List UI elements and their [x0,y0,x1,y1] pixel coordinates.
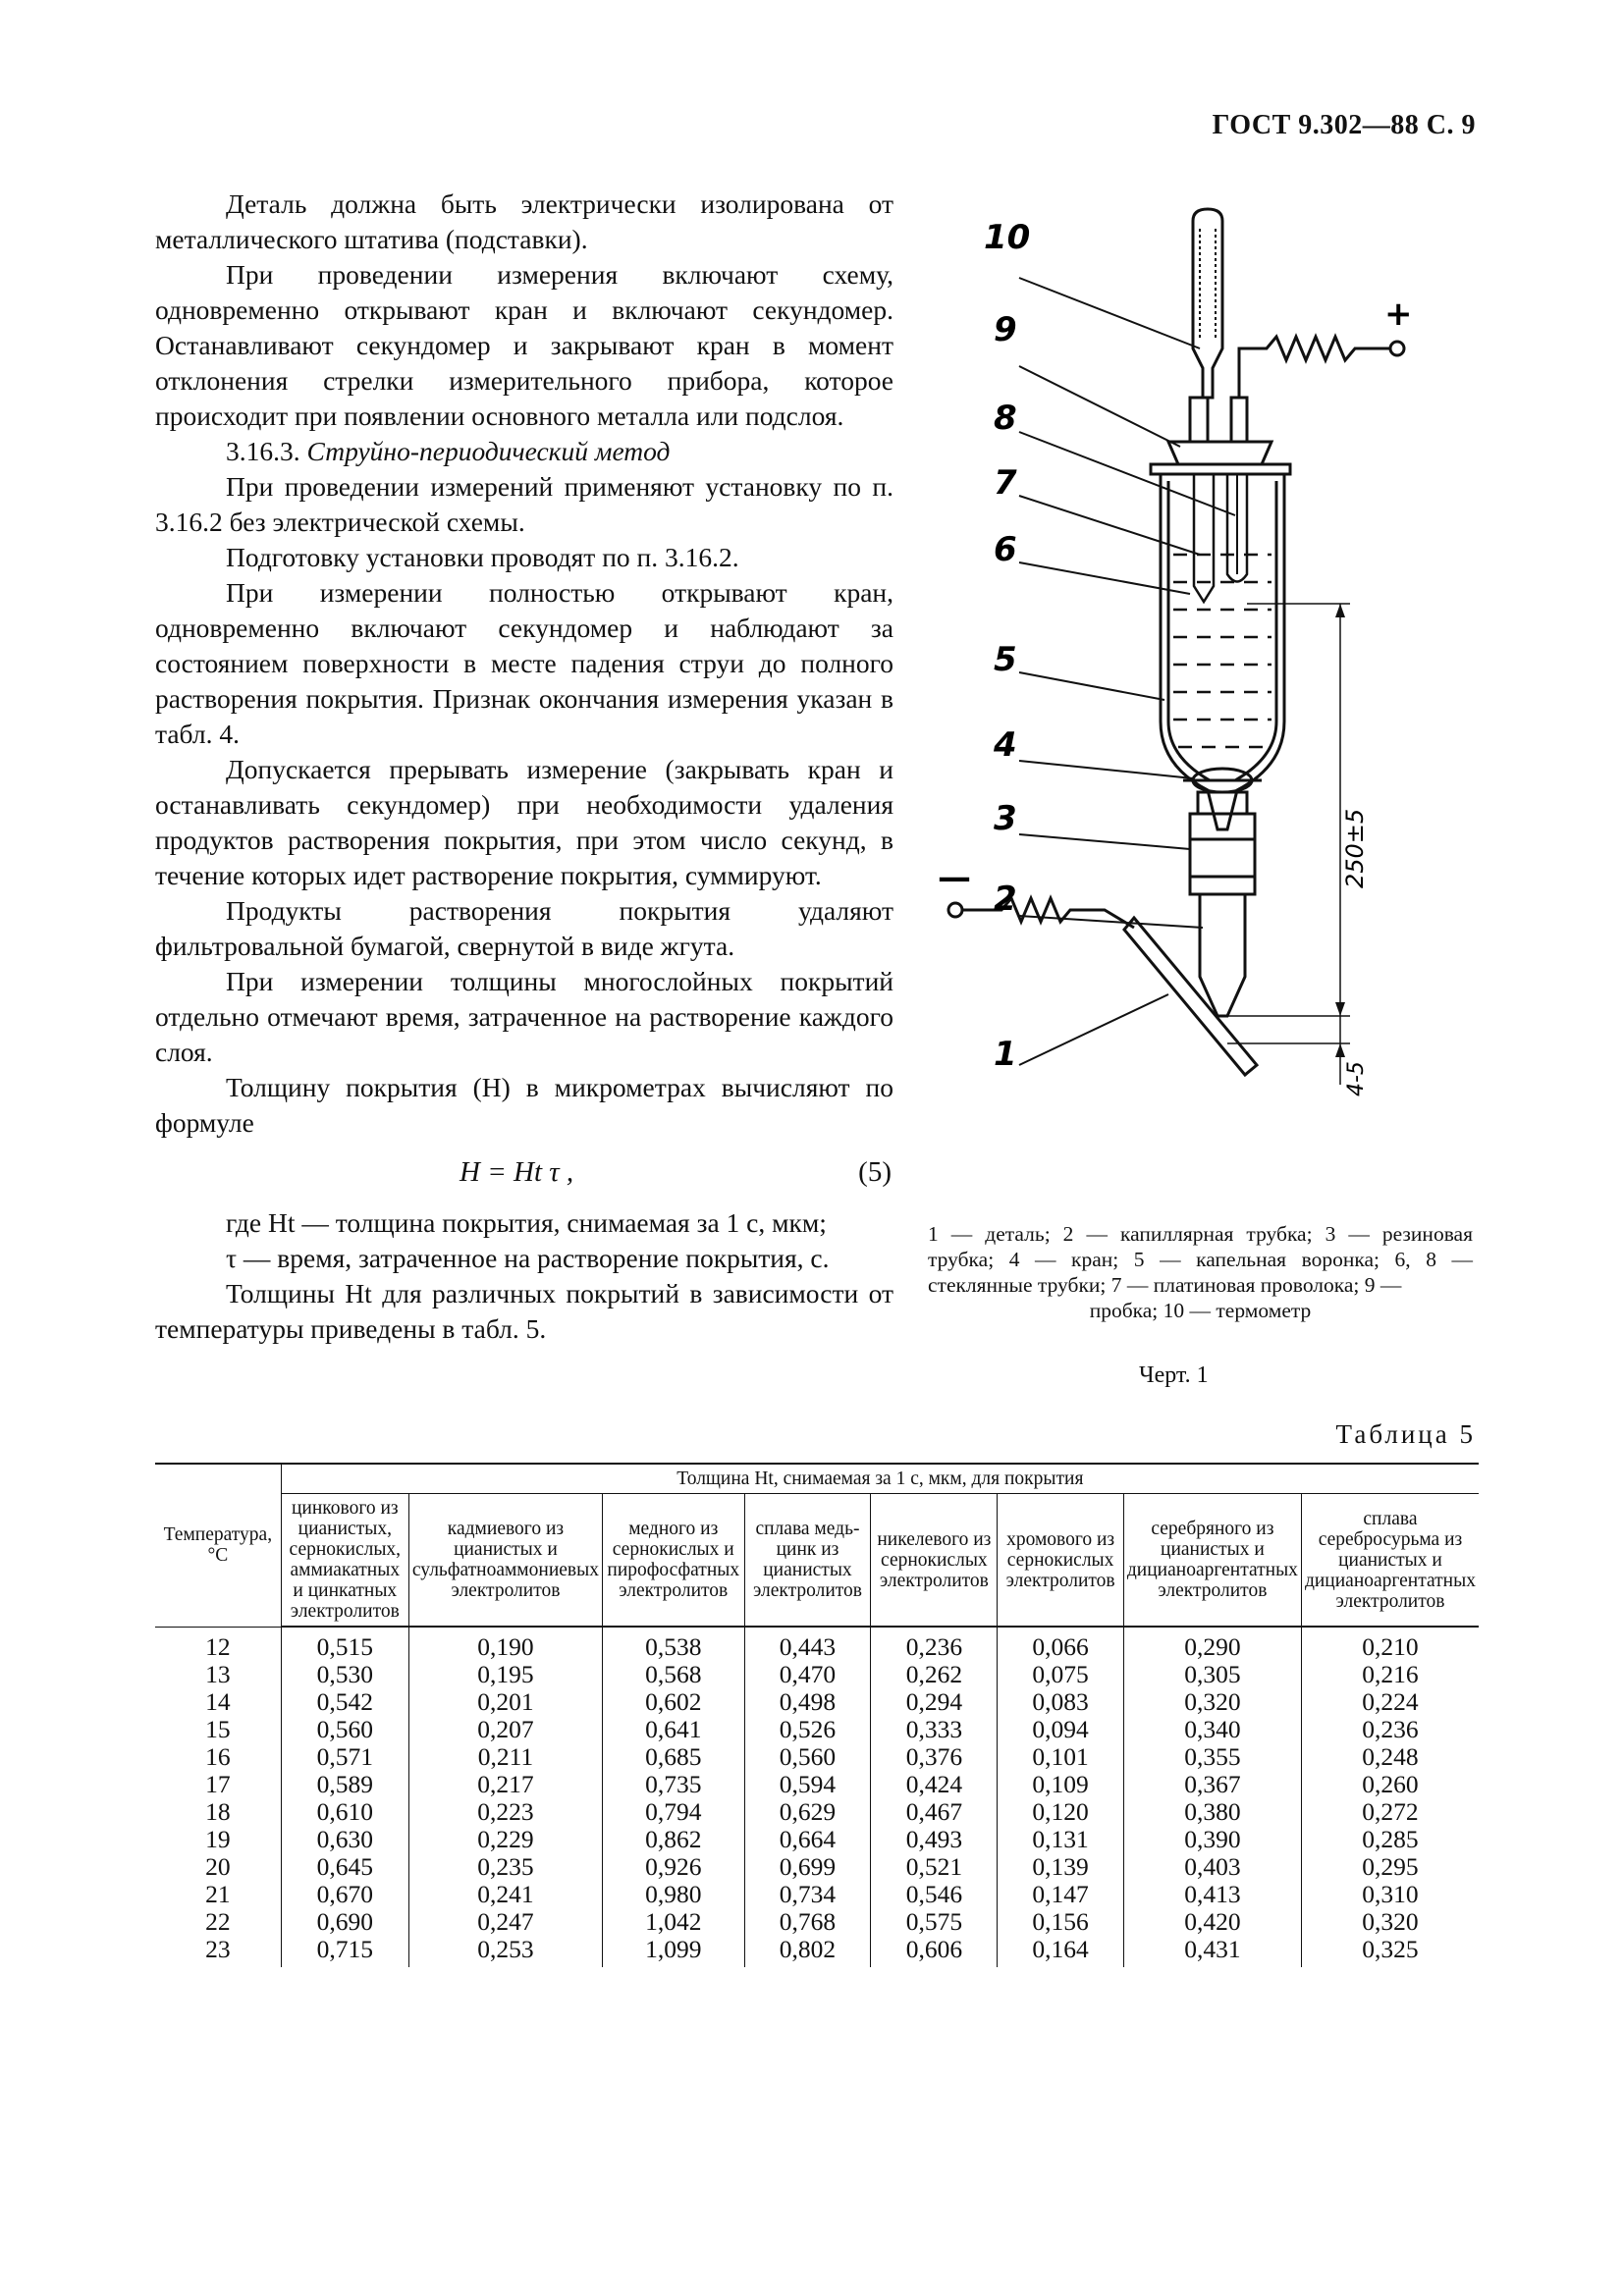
table-row [155,1936,1479,1967]
thickness-cell: 0,236 [1301,1716,1479,1743]
table-title: Таблица 5 [1335,1419,1476,1449]
temperature-cell: 12 [205,1631,231,1661]
thickness-cell: 0,606 [871,1936,998,1967]
temperature-cell: 16 [205,1742,231,1771]
thickness-cell: 0,589 [281,1771,408,1798]
dimension-label: 250±5 [1341,808,1369,888]
temperature-cell: 22 [205,1907,231,1936]
section-title: Струйно-периодический метод [306,436,671,466]
thickness-cell: 0,236 [871,1627,998,1661]
table-row [155,1826,1479,1853]
body-text [155,187,893,1347]
thickness-cell: 0,699 [744,1853,871,1881]
temperature-cell: 19 [205,1825,231,1853]
thickness-cell: 0,530 [281,1661,408,1688]
column-header: медного из сернокислых и пирофосфатных электролитов [602,1494,744,1628]
thickness-cell: 0,498 [744,1688,871,1716]
formula: H = Ht τ , [460,1156,574,1188]
thickness-cell: 0,538 [602,1627,744,1661]
thickness-cell: 0,431 [1123,1936,1301,1967]
formula-row [155,1152,893,1200]
temp-header: Температура, °С [155,1464,281,1627]
section-number: 3.16.3. [226,436,300,466]
thickness-cell: 0,690 [281,1908,408,1936]
thickness-cell: 0,521 [871,1853,998,1881]
table-row [155,1627,1479,1661]
paragraph: Подготовку установки проводят по п. 3.16.2. [226,542,739,572]
temperature-cell: 14 [205,1687,231,1716]
thickness-cell: 0,216 [1301,1661,1479,1688]
thickness-cell: 0,120 [998,1798,1124,1826]
thickness-cell: 0,229 [408,1826,602,1853]
temperature-cell: 23 [205,1935,231,1963]
paragraph: Толщины Ht для различных покрытий в зависимости от температуры приведены в табл. 5. [155,1278,893,1344]
thickness-cell: 0,262 [871,1661,998,1688]
thickness-cell: 0,715 [281,1936,408,1967]
thickness-cell: 0,083 [998,1688,1124,1716]
thickness-cell: 0,147 [998,1881,1124,1908]
thickness-cell: 0,066 [998,1627,1124,1661]
thickness-cell: 0,546 [871,1881,998,1908]
thickness-cell: 0,802 [744,1936,871,1967]
thickness-cell: 0,260 [1301,1771,1479,1798]
thickness-cell: 0,207 [408,1716,602,1743]
thickness-cell: 0,602 [602,1688,744,1716]
thickness-cell: 0,285 [1301,1826,1479,1853]
table-5 [155,1463,1479,1967]
thickness-cell: 0,272 [1301,1798,1479,1826]
thickness-cell: 0,224 [1301,1688,1479,1716]
table-row [155,1688,1479,1716]
thickness-cell: 1,042 [602,1908,744,1936]
table-row [155,1743,1479,1771]
where-line: где Ht — толщина покрытия, снимаемая за 1 с, мкм; [226,1207,827,1238]
thickness-cell: 0,310 [1301,1881,1479,1908]
thickness-cell: 0,768 [744,1908,871,1936]
thickness-cell: 0,294 [871,1688,998,1716]
paragraph: При измерении толщины многослойных покрытий отдельно отмечают время, затраченное на растворение каждого слоя. [155,966,893,1067]
thickness-cell: 0,571 [281,1743,408,1771]
thickness-cell: 0,493 [871,1826,998,1853]
thickness-cell: 0,467 [871,1798,998,1826]
table-row [155,1661,1479,1688]
group-header: Толщина Ht, снимаемая за 1 с, мкм, для покрытия [281,1464,1479,1494]
thickness-cell: 0,320 [1123,1688,1301,1716]
thickness-cell: 0,515 [281,1627,408,1661]
paragraph: Допускается прерывать измерение (закрывать кран и останавливать секундомер) при необходимости удаления продуктов растворения покрытия, при этом число секунд, в течение которых идет растворение покрытия, суммируют. [155,754,893,890]
thickness-cell: 0,380 [1123,1798,1301,1826]
caption-text: 1 — деталь; 2 — капиллярная трубка; 3 — резиновая трубка; 4 — кран; 5 — капельная воронка; 6, 8 — стеклянные трубки; 7 — платиновая проволока; 9 — [928,1222,1473,1297]
temperature-cell: 13 [205,1660,231,1688]
thickness-cell: 0,075 [998,1661,1124,1688]
thickness-cell: 0,542 [281,1688,408,1716]
thickness-cell: 0,248 [1301,1743,1479,1771]
thickness-cell: 0,210 [1301,1627,1479,1661]
thickness-cell: 0,325 [1301,1936,1479,1967]
table-row [155,1853,1479,1881]
thickness-cell: 0,645 [281,1853,408,1881]
thickness-cell: 0,734 [744,1881,871,1908]
thickness-cell: 1,099 [602,1936,744,1967]
section-heading [155,434,893,469]
thickness-cell: 0,424 [871,1771,998,1798]
thickness-cell: 0,101 [998,1743,1124,1771]
thickness-cell: 0,685 [602,1743,744,1771]
thickness-cell: 0,610 [281,1798,408,1826]
minus-sign: — [938,858,971,897]
part-label: 2 [994,880,1017,919]
thickness-cell: 0,247 [408,1908,602,1936]
thickness-cell: 0,862 [602,1826,744,1853]
paragraph: При проведении измерения включают схему, одновременно открывают кран и включают секундомер. Останавливают секундомер и закрывают кран в момент отклонения стрелки измерительного прибора, которое происходит при появлении основного металла или подслоя. [155,259,893,431]
thickness-cell: 0,333 [871,1716,998,1743]
thickness-cell: 0,320 [1301,1908,1479,1936]
column-header: сплава медь-цинк из цианистых электролитов [744,1494,871,1628]
table-row [155,1881,1479,1908]
thickness-cell: 0,241 [408,1881,602,1908]
thickness-cell: 0,413 [1123,1881,1301,1908]
thickness-cell: 0,980 [602,1881,744,1908]
thickness-cell: 0,568 [602,1661,744,1688]
thickness-cell: 0,794 [602,1798,744,1826]
part-label: 10 [984,218,1031,257]
thickness-cell: 0,355 [1123,1743,1301,1771]
thickness-cell: 0,094 [998,1716,1124,1743]
thickness-cell: 0,443 [744,1627,871,1661]
temperature-cell: 21 [205,1880,231,1908]
part-label: 6 [994,530,1017,569]
thickness-cell: 0,217 [408,1771,602,1798]
temperature-cell: 20 [205,1852,231,1881]
thickness-cell: 0,594 [744,1771,871,1798]
column-header: серебряного из цианистых и дицианоаргентатных электролитов [1123,1494,1301,1628]
paragraph: Продукты растворения покрытия удаляют фильтровальной бумагой, свернутой в виде жгута. [155,895,893,961]
column-header: хромового из сернокислых электролитов [998,1494,1124,1628]
thickness-cell: 0,253 [408,1936,602,1967]
column-header: кадмиевого из цианистых и сульфатноаммониевых электролитов [408,1494,602,1628]
thickness-cell: 0,109 [998,1771,1124,1798]
figure-caption [928,1221,1473,1323]
thickness-cell: 0,305 [1123,1661,1301,1688]
thickness-cell: 0,131 [998,1826,1124,1853]
table-row [155,1908,1479,1936]
thickness-cell: 0,670 [281,1881,408,1908]
temperature-cell: 17 [205,1770,231,1798]
thickness-cell: 0,470 [744,1661,871,1688]
thickness-cell: 0,156 [998,1908,1124,1936]
thickness-cell: 0,295 [1301,1853,1479,1881]
thickness-cell: 0,211 [408,1743,602,1771]
thickness-cell: 0,390 [1123,1826,1301,1853]
thickness-cell: 0,403 [1123,1853,1301,1881]
apparatus-drawing [933,201,1483,1173]
plus-sign: + [1384,294,1413,334]
column-header: никелевого из сернокислых электролитов [871,1494,998,1628]
paragraph: Толщину покрытия (H) в микрометрах вычисляют по формуле [155,1072,893,1138]
formula-number: (5) [858,1156,892,1188]
thickness-cell: 0,629 [744,1798,871,1826]
thickness-cell: 0,420 [1123,1908,1301,1936]
thickness-cell: 0,164 [998,1936,1124,1967]
thickness-cell: 0,367 [1123,1771,1301,1798]
column-header: цинкового из цианистых, сернокислых, аммиакатных и цинкатных электролитов [281,1494,408,1628]
thickness-cell: 0,560 [281,1716,408,1743]
thickness-cell: 0,235 [408,1853,602,1881]
thickness-cell: 0,575 [871,1908,998,1936]
thickness-cell: 0,630 [281,1826,408,1853]
column-header: сплава серебросурьма из цианистых и дицианоаргентатных электролитов [1301,1494,1479,1628]
thickness-cell: 0,290 [1123,1627,1301,1661]
thickness-cell: 0,641 [602,1716,744,1743]
where-line: τ — время, затраченное на растворение покрытия, с. [226,1243,830,1273]
thickness-cell: 0,201 [408,1688,602,1716]
thickness-cell: 0,139 [998,1853,1124,1881]
thickness-cell: 0,195 [408,1661,602,1688]
thickness-cell: 0,223 [408,1798,602,1826]
table-row [155,1716,1479,1743]
thickness-cell: 0,560 [744,1743,871,1771]
thickness-cell: 0,664 [744,1826,871,1853]
thickness-cell: 0,735 [602,1771,744,1798]
thickness-cell: 0,376 [871,1743,998,1771]
thickness-cell: 0,526 [744,1716,871,1743]
thickness-cell: 0,190 [408,1627,602,1661]
paragraph: При измерении полностью открывают кран, одновременно включают секундомер и наблюдают за состоянием поверхности в месте падения струи до полного растворения покрытия. Признак окончания измерения указан в табл. 4. [155,577,893,749]
part-label: 3 [994,799,1017,838]
caption-text-end: пробка; 10 — термометр [1089,1299,1312,1322]
part-label: 1 [994,1035,1017,1074]
figure-title: Черт. 1 [1139,1362,1209,1388]
part-label: 9 [994,310,1017,349]
part-label: 5 [994,640,1017,679]
thickness-cell: 0,926 [602,1853,744,1881]
part-label: 8 [994,399,1017,438]
table-row [155,1798,1479,1826]
part-label: 7 [994,463,1017,503]
paragraph: При проведении измерений применяют установку по п. 3.16.2 без электрической схемы. [155,471,893,537]
thickness-cell: 0,340 [1123,1716,1301,1743]
temperature-cell: 15 [205,1715,231,1743]
dimension-label: 4-5 [1344,1061,1369,1096]
part-label: 4 [994,725,1017,765]
temperature-cell: 18 [205,1797,231,1826]
page-header: ГОСТ 9.302—88 С. 9 [1212,110,1476,140]
paragraph: Деталь должна быть электрически изолирована от металлического штатива (подставки). [155,188,893,254]
table-row [155,1771,1479,1798]
